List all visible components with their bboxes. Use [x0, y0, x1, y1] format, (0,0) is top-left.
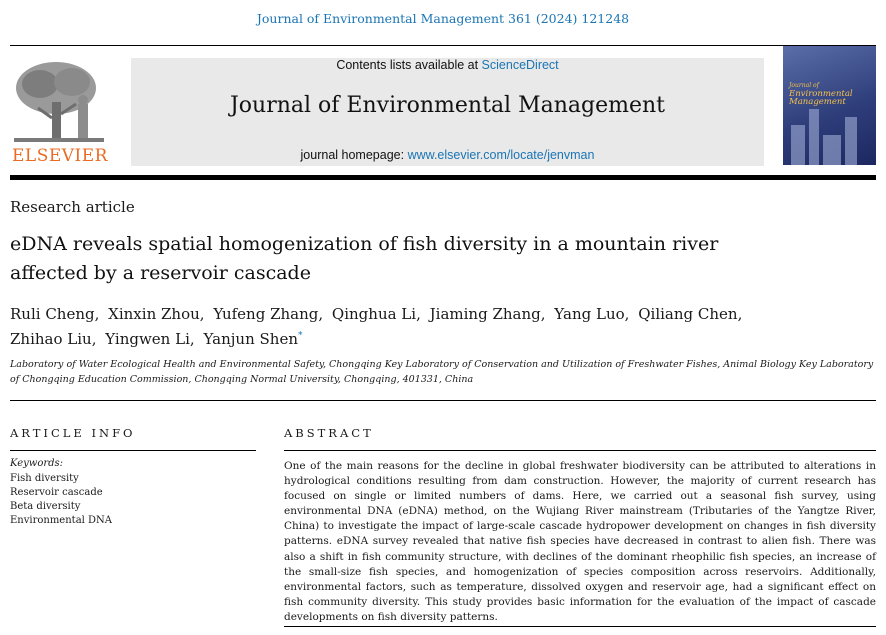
author-name[interactable]: Yang Luo	[554, 305, 625, 323]
author-separator: ,	[189, 330, 195, 348]
keyword: Reservoir cascade	[10, 487, 103, 498]
abstract-text: One of the main reasons for the decline in global freshwater biodiversity can be attributed to alterations in hydrological conditions resulting from dam construction. However, the majority of current research has focused on single or limited numbers of dams. Here, we carried out a seasonal fish survey, using environmental DNA (eDNA) method, on the Wujiang River mainstream (Tributaries of the Yangtze River, China) to investigate the impact of large-scale cascade hydropower development on changes in fish diversity patterns. eDNA survey revealed that native fish species have decreased in contrast to alien fish. There was also a shift in fish community structure, with declines of the dominant rheophilic fish species, an increase of the small-size fish species, and homogenization of species composition across reservoirs. Additionally, environmental factors, such as temperature, dissolved oxygen and reservoir age, had a significant effect on fish community diversity. This study provides basic information for the evaluation of the impact of cascade developments on fish diversity patterns.	[284, 460, 876, 623]
author-separator: ,	[318, 305, 324, 323]
author-name[interactable]: Ruli Cheng	[10, 305, 95, 323]
cover-title	[789, 82, 872, 106]
author-name[interactable]: Xinxin Zhou	[108, 305, 200, 323]
author-name[interactable]: Zhihao Liu	[10, 330, 92, 348]
keyword: Beta diversity	[10, 501, 81, 512]
contents-line	[131, 58, 764, 72]
sciencedirect-link[interactable]: ScienceDirect	[481, 58, 559, 72]
abstract-bottom-divider	[284, 626, 876, 627]
author-separator: ,	[540, 305, 546, 323]
keyword: Fish diversity	[10, 473, 79, 484]
homepage-link[interactable]: www.elsevier.com/locate/jenvman	[407, 148, 595, 162]
article-title: eDNA reveals spatial homogenization of fish diversity in a mountain river affected by a reservoir cascade	[10, 233, 719, 284]
author-name[interactable]: Yingwen Li	[105, 330, 190, 348]
top-divider	[10, 45, 876, 46]
author-name[interactable]: Jiaming Zhang	[429, 305, 541, 323]
author-separator: ,	[94, 305, 100, 323]
author-separator: ,	[624, 305, 630, 323]
author-separator: ,	[199, 305, 205, 323]
affiliation: Laboratory of Water Ecological Health and Environmental Safety, Chongqing Key Laboratory of Conservation and Utilization of Freshwater Fishes, Animal Biology Key Laboratory of Chongqing Education Commission, Chongqing Normal University, Chongqing, 401331, China	[10, 359, 874, 385]
journal-cover-thumbnail[interactable]	[783, 46, 876, 165]
cover-building	[791, 125, 805, 165]
author-name[interactable]: Yanjun Shen	[203, 330, 298, 348]
article-info-divider	[10, 450, 256, 451]
author-separator: ,	[737, 305, 743, 323]
contents-prefix: Contents lists available at	[336, 58, 482, 72]
corresponding-author-mark[interactable]: *	[298, 331, 303, 341]
cover-title-line: Journal of	[789, 82, 819, 89]
author-separator: ,	[91, 330, 97, 348]
author-list	[10, 303, 790, 350]
elsevier-wordmark: ELSEVIER	[12, 146, 108, 166]
abstract-divider	[284, 450, 876, 451]
cover-building	[845, 117, 857, 165]
author-name[interactable]: Qiliang Chen	[638, 305, 738, 323]
journal-title: Journal of Environmental Management	[229, 93, 666, 118]
author-name[interactable]: Yufeng Zhang	[213, 305, 319, 323]
author-separator: ,	[416, 305, 421, 323]
cover-building	[809, 109, 819, 165]
keywords-label: Keywords:	[10, 458, 64, 469]
keywords-list	[10, 472, 112, 528]
cover-building	[823, 135, 841, 165]
journal-citation-link[interactable]: Journal of Environmental Management 361 (2024) 121248	[256, 11, 630, 26]
header-thick-divider	[10, 175, 876, 180]
keyword: Environmental DNA	[10, 515, 113, 526]
homepage-prefix: journal homepage:	[300, 148, 408, 162]
cover-title-line: Management	[789, 97, 846, 107]
cover-title-line: Environmental	[789, 89, 853, 99]
section-divider	[10, 400, 876, 401]
author-name[interactable]: Qinghua Li	[331, 305, 417, 323]
article-type: Research article	[10, 198, 135, 216]
homepage-line	[131, 148, 764, 162]
abstract-heading: ABSTRACT	[284, 426, 374, 440]
article-info-heading: ARTICLE INFO	[10, 426, 136, 440]
